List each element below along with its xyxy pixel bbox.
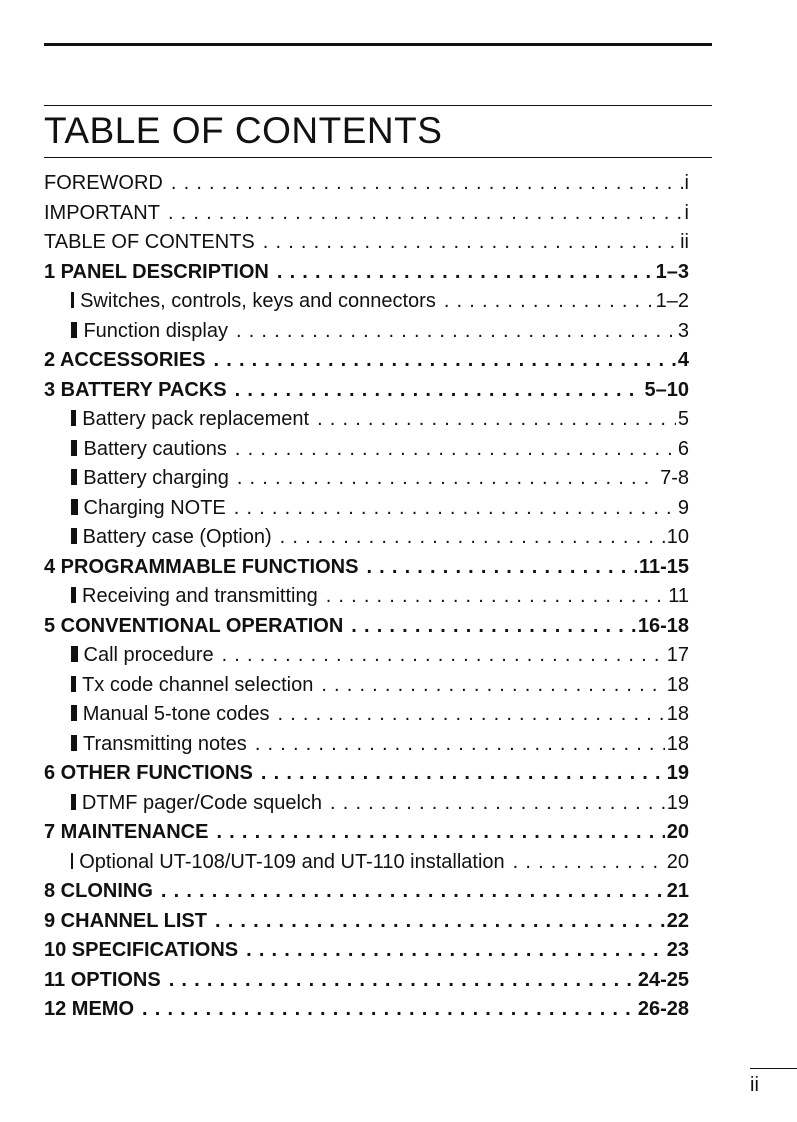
toc-chapter-memo[interactable] <box>44 998 689 1028</box>
toc-section-receiving-transmitting[interactable] <box>44 585 689 615</box>
toc-entry-label: 2 ACCESSORIES <box>44 349 206 371</box>
dot-leader <box>366 556 636 579</box>
toc-section-tx-code-channel[interactable] <box>44 674 689 704</box>
toc-entry-label: DTMF pager/Code squelch <box>81 791 323 814</box>
toc-entry-page: 3 <box>677 319 689 342</box>
dot-leader <box>222 644 665 667</box>
toc-entry-page: 19 <box>666 762 689 784</box>
square-bullet-icon <box>71 705 77 721</box>
dot-leader <box>330 792 665 815</box>
toc-chapter-accessories[interactable] <box>44 349 689 379</box>
dot-leader <box>168 202 683 225</box>
dot-leader <box>317 408 676 431</box>
dot-leader <box>321 674 664 697</box>
toc-entry-page: 5–10 <box>644 378 689 401</box>
dot-leader <box>236 320 676 343</box>
toc-entry-label: Manual 5-tone codes <box>82 703 270 725</box>
toc-entry-page: 4 <box>677 349 689 371</box>
square-bullet-icon <box>71 794 76 810</box>
toc-section-transmitting-notes[interactable] <box>44 733 689 763</box>
square-bullet-icon <box>71 735 77 751</box>
toc-entry-important[interactable] <box>44 202 689 232</box>
toc-entry-label: 5 CONVENTIONAL OPERATION <box>44 614 344 637</box>
toc-chapter-maintenance[interactable] <box>44 821 689 851</box>
toc-entry-page: 16-18 <box>637 614 689 637</box>
toc-entry-page: 18 <box>666 703 689 725</box>
toc-section-charging-note[interactable] <box>44 497 689 527</box>
toc-section-optional-ut-installation[interactable] <box>44 851 689 881</box>
top-rule <box>44 43 712 46</box>
dot-leader <box>142 998 636 1021</box>
toc-entry-page: 5 <box>677 408 689 430</box>
toc-entry-label: Battery cautions <box>83 437 227 460</box>
toc-chapter-specifications[interactable] <box>44 939 689 969</box>
toc-entry-page: 20 <box>666 821 689 843</box>
toc-entry-page: 26-28 <box>637 998 689 1020</box>
dot-leader <box>326 585 667 608</box>
dot-leader <box>280 526 665 549</box>
dot-leader <box>237 467 658 490</box>
toc-entry-label: Call procedure <box>83 644 214 666</box>
toc-chapter-channel-list[interactable] <box>44 910 689 940</box>
dot-leader <box>513 851 665 874</box>
toc-section-switches[interactable] <box>44 290 689 320</box>
toc-section-dtmf-pager[interactable] <box>44 792 689 822</box>
toc-entry-label: Switches, controls, keys and connectors <box>80 290 436 312</box>
dot-leader <box>235 438 676 461</box>
toc-section-battery-pack-replacement[interactable] <box>44 408 689 438</box>
toc-entry-page: 7-8 <box>660 467 689 489</box>
toc-chapter-programmable-functions[interactable] <box>44 556 689 586</box>
dot-leader <box>234 497 676 520</box>
square-bullet-icon <box>71 853 73 869</box>
toc-entry-label: 10 SPECIFICATIONS <box>44 939 239 961</box>
toc-entry-label: FOREWORD <box>44 172 163 194</box>
toc-entry-page: 19 <box>666 791 689 814</box>
toc-entry-page: 11-15 <box>638 555 689 578</box>
dot-leader <box>169 969 636 992</box>
toc-entry-label: Optional UT-108/UT-109 and UT-110 installation <box>79 850 505 873</box>
toc-entry-page: 24-25 <box>637 968 689 991</box>
square-bullet-icon <box>71 499 78 515</box>
square-bullet-icon <box>71 528 77 544</box>
toc-section-call-procedure[interactable] <box>44 644 689 674</box>
toc-section-battery-case[interactable] <box>44 526 689 556</box>
toc-chapter-cloning[interactable] <box>44 880 689 910</box>
dot-leader <box>171 172 683 195</box>
dot-leader <box>351 615 636 638</box>
toc-entry-page: 11 <box>668 585 689 607</box>
toc-entry-page: 18 <box>666 732 689 755</box>
square-bullet-icon <box>71 469 77 485</box>
footer-page-number: ii <box>750 1074 759 1096</box>
toc-entry-page: 10 <box>666 526 689 548</box>
square-bullet-icon <box>71 322 77 338</box>
toc-entry-page: 6 <box>677 437 689 460</box>
title-bottom-rule <box>44 157 712 158</box>
toc-section-manual-5-tone[interactable] <box>44 703 689 733</box>
toc-entry-page: ii <box>680 231 689 253</box>
toc-entry-label: Battery charging <box>83 467 229 489</box>
dot-leader <box>246 939 665 962</box>
toc-entry-page: i <box>684 172 689 194</box>
toc-entry-page: 17 <box>666 644 689 666</box>
toc-entry-label: Tx code channel selection <box>82 673 314 696</box>
toc-entry-page: 18 <box>666 673 689 696</box>
toc-entry-label: 4 PROGRAMMABLE FUNCTIONS <box>44 555 359 578</box>
toc-entry-page: 21 <box>666 880 689 902</box>
toc-entry-page: 9 <box>677 496 689 519</box>
toc-entry-page: 23 <box>666 939 689 961</box>
toc-list <box>44 172 689 1028</box>
toc-section-battery-charging[interactable] <box>44 467 689 497</box>
dot-leader <box>278 703 665 726</box>
toc-chapter-panel-description[interactable] <box>44 261 689 291</box>
toc-entry-page: i <box>684 201 689 224</box>
toc-entry-label: 11 OPTIONS <box>44 968 161 991</box>
square-bullet-icon <box>71 440 77 456</box>
square-bullet-icon <box>71 292 74 308</box>
dot-leader <box>216 821 664 844</box>
toc-entry-label: 8 CLONING <box>44 880 153 902</box>
toc-entry-label: Battery pack replacement <box>82 408 310 430</box>
square-bullet-icon <box>71 410 76 426</box>
toc-entry-page: 20 <box>666 850 689 873</box>
title-top-rule <box>44 105 712 106</box>
toc-chapter-battery-packs[interactable] <box>44 379 689 409</box>
toc-entry-label: 3 BATTERY PACKS <box>44 378 227 401</box>
page-title: TABLE OF CONTENTS <box>44 110 443 151</box>
toc-entry-page: 22 <box>666 909 689 932</box>
toc-chapter-conventional-operation[interactable] <box>44 615 689 645</box>
toc-entry-label: Battery case (Option) <box>82 526 272 548</box>
toc-entry-label: 7 MAINTENANCE <box>44 821 209 843</box>
toc-entry-label: Receiving and transmitting <box>82 585 318 607</box>
toc-entry-label: IMPORTANT <box>44 201 160 224</box>
toc-entry-label: 1 PANEL DESCRIPTION <box>44 260 269 283</box>
toc-entry-label: Transmitting notes <box>83 732 247 755</box>
toc-entry-label: 6 OTHER FUNCTIONS <box>44 762 253 784</box>
toc-entry-label: 9 CHANNEL LIST <box>44 909 207 932</box>
dot-leader <box>263 231 678 254</box>
toc-entry-page: 1–2 <box>655 290 689 312</box>
toc-entry-page: 1–3 <box>655 260 689 283</box>
toc-entry-label: Function display <box>83 319 228 342</box>
toc-chapter-options[interactable] <box>44 969 689 999</box>
square-bullet-icon <box>71 646 78 662</box>
dot-leader <box>214 349 676 372</box>
dot-leader <box>215 910 665 933</box>
dot-leader <box>161 880 665 903</box>
toc-entry-foreword[interactable] <box>44 172 689 202</box>
dot-leader <box>255 733 665 756</box>
dot-leader <box>277 261 654 284</box>
footer-rule <box>750 1068 797 1069</box>
dot-leader <box>235 379 643 402</box>
toc-chapter-other-functions[interactable] <box>44 762 689 792</box>
toc-entry-label: Charging NOTE <box>83 496 226 519</box>
toc-section-function-display[interactable] <box>44 320 689 350</box>
toc-entry-table-of-contents[interactable] <box>44 231 689 261</box>
dot-leader <box>444 290 654 313</box>
toc-entry-label: 12 MEMO <box>44 998 135 1020</box>
square-bullet-icon <box>71 676 76 692</box>
dot-leader <box>261 762 665 785</box>
square-bullet-icon <box>71 587 76 603</box>
toc-section-battery-cautions[interactable] <box>44 438 689 468</box>
toc-entry-label: TABLE OF CONTENTS <box>44 231 255 253</box>
